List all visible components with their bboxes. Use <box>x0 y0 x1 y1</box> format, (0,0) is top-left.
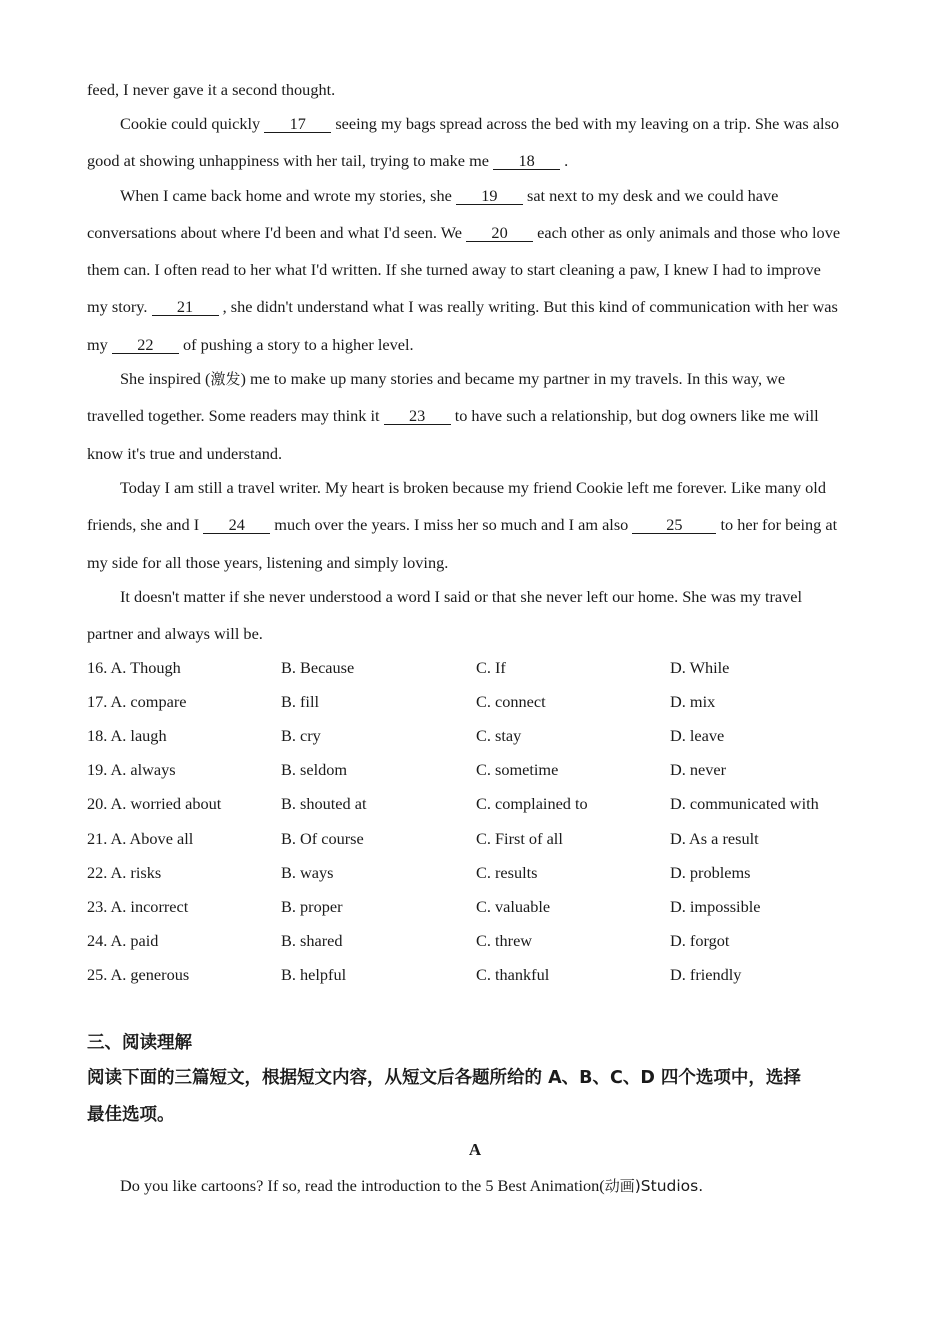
passage-text: of pushing a story to a higher level. <box>182 335 414 354</box>
passage-line <box>87 553 448 573</box>
option-b[interactable]: B. helpful <box>281 965 347 984</box>
passage-line <box>120 186 778 206</box>
gloss-text: 动画 <box>604 1177 635 1195</box>
option-d[interactable]: D. friendly <box>670 965 742 984</box>
passage-line <box>87 335 414 355</box>
passage-text: ) me to make up many stories and became my partner in my travels. In this way, we <box>240 369 786 388</box>
passage-text: much over the years. I miss her so much and I am also <box>274 515 629 534</box>
option-a[interactable]: 22. A. risks <box>87 863 162 882</box>
option-b[interactable]: B. fill <box>281 692 319 711</box>
option-c[interactable]: C. threw <box>476 931 533 950</box>
passage-line <box>120 114 839 134</box>
gloss-text: 激发 <box>210 370 241 388</box>
option-d[interactable]: D. forgot <box>670 931 730 950</box>
option-a[interactable]: 17. A. compare <box>87 692 187 711</box>
passage-text: them can. I often read to her what I'd written. If she turned away to start cleaning a paw, I knew I had to improve <box>87 260 821 279</box>
question-25 <box>87 965 863 985</box>
passage-text: my story. <box>87 297 148 316</box>
option-b[interactable]: B. shared <box>281 931 343 950</box>
passage-text: seeing my bags spread across the bed with my leaving on a trip. She was also <box>335 114 840 133</box>
question-23 <box>87 897 863 917</box>
passage-text: Do you like cartoons? If so, read the introduction to the 5 Best Animation( <box>120 1176 605 1195</box>
passage-text: good at showing unhappiness with her tail, trying to make me <box>87 151 489 170</box>
section-title: 三、阅读理解 <box>87 1033 192 1053</box>
passage-text: travelled together. Some readers may think it <box>87 406 380 425</box>
option-c[interactable]: C. If <box>476 658 506 677</box>
option-d[interactable]: D. While <box>670 658 730 677</box>
option-b[interactable]: B. ways <box>281 863 334 882</box>
passage-text: know it's true and understand. <box>87 444 283 463</box>
question-21 <box>87 829 863 849</box>
option-d[interactable]: D. communicated with <box>670 794 819 813</box>
option-a[interactable]: 20. A. worried about <box>87 794 222 813</box>
option-b[interactable]: B. Because <box>281 658 355 677</box>
option-c[interactable]: C. valuable <box>476 897 551 916</box>
option-c[interactable]: C. thankful <box>476 965 550 984</box>
passage-line <box>87 406 819 426</box>
blank-19[interactable]: 19 <box>456 187 523 205</box>
blank-24[interactable]: 24 <box>203 516 270 534</box>
passage-text: It doesn't matter if she never understood a word I said or that she never left our home. She was my travel <box>120 587 803 606</box>
question-16 <box>87 658 863 678</box>
option-a[interactable]: 24. A. paid <box>87 931 159 950</box>
option-c[interactable]: C. sometime <box>476 760 559 779</box>
passage-text: my side for all those years, listening and simply loving. <box>87 553 449 572</box>
question-17 <box>87 692 863 712</box>
passage-line <box>87 297 838 317</box>
blank-20[interactable]: 20 <box>466 224 533 242</box>
passage-line <box>120 478 826 498</box>
passage-line <box>87 624 263 644</box>
passage-text: Today I am still a travel writer. My heart is broken because my friend Cookie left me forever. Like many old <box>120 478 826 497</box>
option-c[interactable]: C. stay <box>476 726 522 745</box>
option-c[interactable]: C. complained to <box>476 794 588 813</box>
blank-22[interactable]: 22 <box>112 336 179 354</box>
passage-text: each other as only animals and those who love <box>537 223 841 242</box>
passage-line <box>87 223 840 243</box>
passage-line <box>120 587 802 607</box>
question-24 <box>87 931 863 951</box>
option-c[interactable]: C. connect <box>476 692 546 711</box>
blank-23[interactable]: 23 <box>384 407 451 425</box>
blank-25[interactable]: 25 <box>632 516 716 534</box>
option-c[interactable]: C. results <box>476 863 538 882</box>
passage-text: )Studios. <box>634 1177 704 1195</box>
option-c[interactable]: C. First of all <box>476 829 563 848</box>
option-b[interactable]: B. proper <box>281 897 343 916</box>
passage-line <box>87 515 837 535</box>
question-22 <box>87 863 863 883</box>
passage-text: , she didn't understand what I was really writing. But this kind of communication with her was <box>222 297 838 316</box>
passage-text: Cookie could quickly <box>120 114 261 133</box>
passage-line <box>87 80 335 100</box>
option-a[interactable]: 16. A. Though <box>87 658 181 677</box>
option-b[interactable]: B. shouted at <box>281 794 367 813</box>
option-a[interactable]: 19. A. always <box>87 760 176 779</box>
section-instruction: 阅读下面的三篇短文，根据短文内容，从短文后各题所给的 A、B、C、D 四个选项中，选择 <box>87 1068 801 1088</box>
option-d[interactable]: D. problems <box>670 863 751 882</box>
passage-text: . <box>564 151 569 170</box>
option-d[interactable]: D. leave <box>670 726 725 745</box>
option-d[interactable]: D. As a result <box>670 829 759 848</box>
option-d[interactable]: D. mix <box>670 692 716 711</box>
option-b[interactable]: B. seldom <box>281 760 348 779</box>
passage-line <box>120 1176 703 1196</box>
passage-text: my <box>87 335 108 354</box>
passage-line <box>87 444 282 464</box>
passage-text: sat next to my desk and we could have <box>527 186 779 205</box>
option-b[interactable]: B. Of course <box>281 829 364 848</box>
option-d[interactable]: D. impossible <box>670 897 761 916</box>
passage-text: to have such a relationship, but dog owners like me will <box>454 406 819 425</box>
passage-line <box>87 260 821 280</box>
passage-text: partner and always will be. <box>87 624 263 643</box>
option-a[interactable]: 25. A. generous <box>87 965 190 984</box>
passage-line <box>87 151 568 171</box>
passage-line <box>120 369 785 389</box>
passage-text: conversations about where I'd been and what I'd seen. We <box>87 223 462 242</box>
option-a[interactable]: 23. A. incorrect <box>87 897 189 916</box>
blank-21[interactable]: 21 <box>152 298 219 316</box>
option-a[interactable]: 21. A. Above all <box>87 829 194 848</box>
passage-text: She inspired ( <box>120 369 211 388</box>
question-19 <box>87 760 863 780</box>
option-b[interactable]: B. cry <box>281 726 321 745</box>
blank-17[interactable]: 17 <box>264 115 331 133</box>
passage-text: When I came back home and wrote my stories, she <box>120 186 452 205</box>
question-18 <box>87 726 863 746</box>
passage-text: friends, she and I <box>87 515 200 534</box>
option-a[interactable]: 18. A. laugh <box>87 726 167 745</box>
option-d[interactable]: D. never <box>670 760 727 779</box>
part-label: A <box>468 1140 482 1159</box>
question-20 <box>87 794 863 814</box>
passage-text: feed, I never gave it a second thought. <box>87 80 336 99</box>
passage-text: to her for being at <box>720 515 838 534</box>
blank-18[interactable]: 18 <box>493 152 560 170</box>
section-instruction: 最佳选项。 <box>87 1105 175 1125</box>
